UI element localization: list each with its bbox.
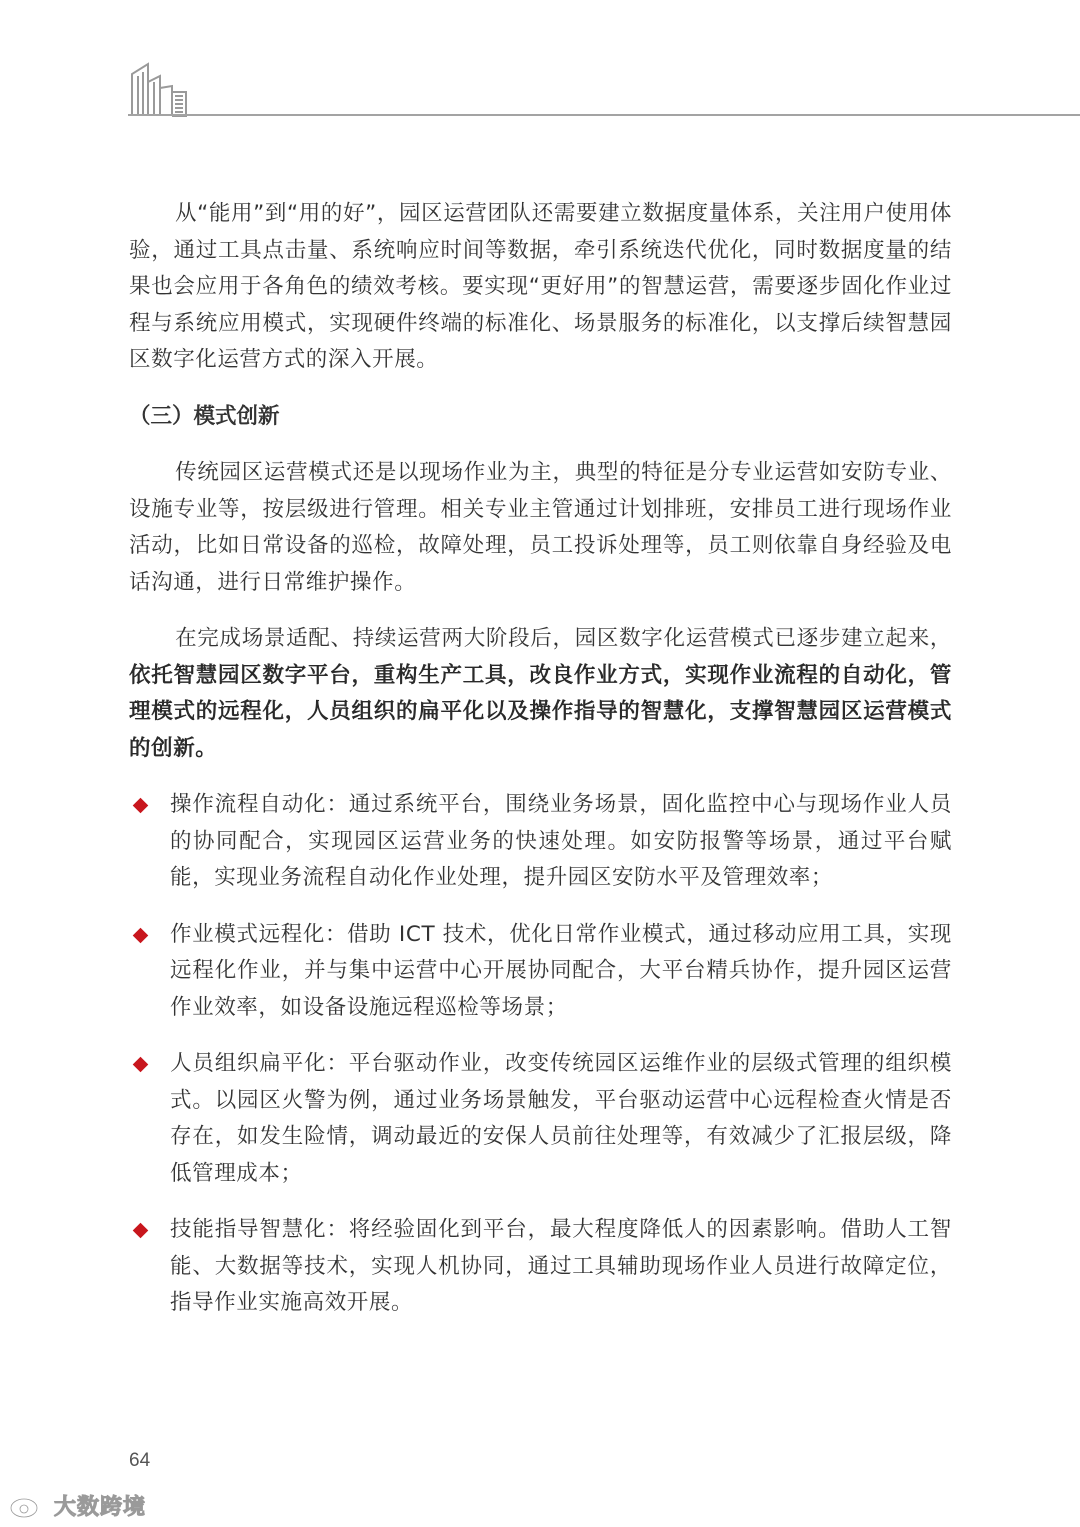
list-item-text: 作业模式远程化：借助 ICT 技术，优化日常作业模式，通过移动应用工具，实现远程化作业，并与集中运营中心开展协同配合，大平台精兵协作，提升园区运营作业效率，如设备设施远程巡检等场景； [170,921,952,1020]
paragraph-intro [129,196,952,379]
diamond-bullet-icon [133,1223,149,1239]
paragraph-traditional-text: 传统园区运营模式还是以现场作业为主，典型的特征是分专业运营如安防专业、设施专业等，按层级进行管理。相关专业主管通过计划排班，安排员工进行现场作业活动，比如日常设备的巡检，故障处理，员工投诉处理等，员工则依靠自身经验及电话沟通，进行日常维护操作。 [129,460,952,595]
list-item [129,1046,952,1192]
diamond-bullet-icon [133,927,149,943]
paragraph-innovation-text: 在完成场景适配、持续运营两大阶段后，园区数字化运营模式已逐步建立起来， [175,626,952,651]
paragraph-intro-text: 从“能用”到“用的好”，园区运营团队还需要建立数据度量体系，关注用户使用体验，通过工具点击量、系统响应时间等数据，牵引系统迭代优化，同时数据度量的结果也会应用于各角色的绩效考核。要实现“更好用”的智慧运营，需要逐步固化作业过程与系统应用模式，实现硬件终端的标准化、场景服务的标准化，以支撑后续智慧园区数字化运营方式的深入开展。 [129,201,952,372]
buildings-icon [128,60,192,118]
bullet-list [129,787,952,1322]
list-item [129,1212,952,1322]
main-content [129,196,952,1342]
paragraph-innovation-bold: 依托智慧园区数字平台，重构生产工具，改良作业方式，实现作业流程的自动化，管理模式的远程化，人员组织的扁平化以及操作指导的智慧化，支撑智慧园区运营模式的创新。 [129,662,952,761]
watermark [8,1490,146,1520]
section-title: （三）模式创新 [129,403,280,429]
paragraph-innovation [129,621,952,767]
watermark-text: 大数跨境 [54,1494,147,1520]
paragraph-traditional [129,455,952,601]
diamond-bullet-icon [133,1057,149,1073]
list-item-text: 技能指导智慧化：将经验固化到平台，最大程度降低人的因素影响。借助人工智能、大数据等技术，实现人机协同，通过工具辅助现场作业人员进行故障定位，指导作业实施高效开展。 [170,1217,952,1315]
list-item-text: 人员组织扁平化：平台驱动作业，改变传统园区运维作业的层级式管理的组织模式。以园区火警为例，通过业务场景触发，平台驱动运营中心远程检查火情是否存在，如发生险情，调动最近的安保人员前往处理等，有效减少了汇报层级，降低管理成本； [170,1051,952,1186]
list-item-text: 操作流程自动化：通过系统平台，围绕业务场景，固化监控中心与现场作业人员的协同配合，实现园区运营业务的快速处理。如安防报警等场景，通过平台赋能，实现业务流程自动化作业处理，提升园区安防水平及管理效率； [170,792,952,890]
list-item [129,787,952,897]
list-item [129,917,952,1027]
page-number: 64 [129,1450,151,1471]
weibo-icon [8,1491,48,1519]
diamond-bullet-icon [133,798,149,814]
header-rule [128,114,1080,116]
